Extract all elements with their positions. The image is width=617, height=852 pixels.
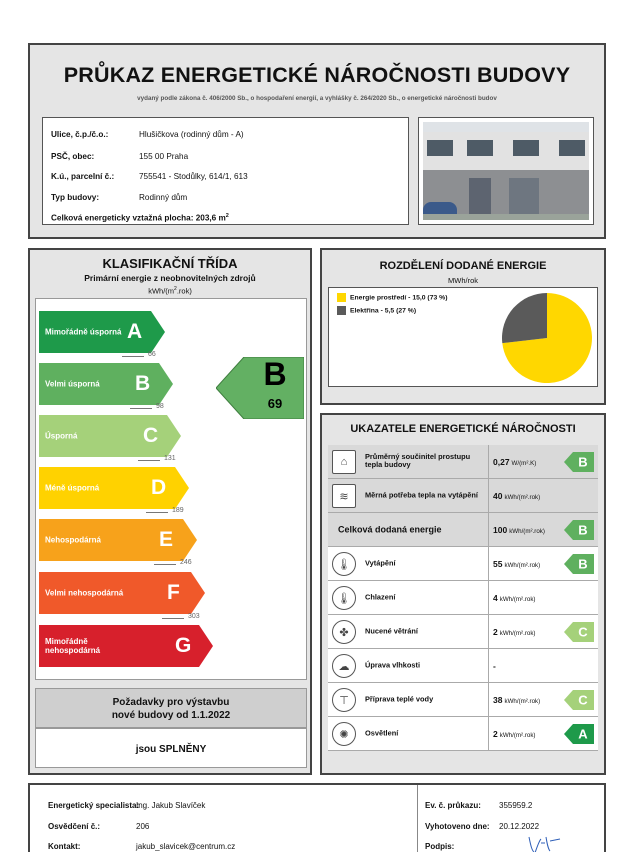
indicators-panel [320,413,606,775]
threshold-label: 189 [172,507,184,514]
result-class-value: 69 [267,396,283,411]
pie-chart [501,292,593,384]
legend-item-environment: Energie prostředí - 15,0 (73 %) [337,293,447,302]
info-row-cadastre: K.ú., parcelní č.: 755541 - Stodůlky, 614/1, 613 [51,172,248,181]
energy-split-unit: MWh/rok [448,276,478,285]
header-panel [28,43,606,239]
energy-split-title: ROZDĚLENÍ DODANÉ ENERGIE [379,260,547,272]
indicator-row: 🌡 Vytápění 55 kWh/(m².rok) B [328,547,598,581]
requirements-status: jsou SPLNĚNY [35,728,307,768]
classification-panel [28,248,312,775]
threshold-label: 66 [148,351,156,358]
energy-split-chart [328,287,598,387]
indicator-row: ⊤ Příprava teplé vody 38 kWh/(m².rok) C [328,683,598,717]
bulb-icon: ✺ [332,722,356,746]
tap-icon: ⊤ [332,688,356,712]
house-icon: ⌂ [332,450,356,474]
indicator-class-letter: B [578,556,588,571]
indicator-row: ✺ Osvětlení 2 kWh/(m².rok) A [328,717,598,751]
thermometer-plus-icon: 🌡 [332,552,356,576]
energy-class-b: Velmi úsporná B [39,363,173,405]
energy-class-c: Úsporná C [39,415,181,457]
indicator-class-letter: B [578,454,588,469]
footer-record-number: Ev. č. průkazu: 355959.2 [425,801,533,810]
indicator-class-letter: C [578,692,588,707]
threshold-label: 131 [164,455,176,462]
indicator-row: ⌂ Průměrný součinitel prostupu tepla budovy 0,27 W/(m².K) B [328,445,598,479]
info-row-address: Ulice, č.p./č.o.: Hlušičkova (rodinný dům - A) [51,130,244,139]
indicator-class-letter: A [578,726,588,741]
requirements-box [35,688,307,770]
energy-split-panel [320,248,606,405]
pie-slice-1 [502,293,547,343]
fan-icon: ✤ [332,620,356,644]
energy-class-e: Nehospodárná E [39,519,197,561]
info-row-postcode: PSČ, obec: 155 00 Praha [51,152,189,161]
indicators-title: UKAZATELE ENERGETICKÉ NÁROČNOSTI [350,423,576,435]
signature [526,833,566,852]
document-title: PRŮKAZ ENERGETICKÉ NÁROČNOSTI BUDOVY [63,63,571,87]
document-subtitle: vydaný podle zákona č. 406/2000 Sb., o hospodaření energií, a vyhlášky č. 264/2020 Sb., o energetické náročnosti budov [137,95,497,102]
threshold-label: 303 [188,613,200,620]
building-photo-image [423,122,589,220]
threshold-label: 98 [156,403,164,410]
building-photo [418,117,594,225]
footer-panel [28,783,606,852]
heat-wave-icon: ≋ [332,484,356,508]
indicator-row: 🌡 Chlazení 4 kWh/(m².rok) [328,581,598,615]
indicator-row: ✤ Nucené větrání 2 kWh/(m².rok) C [328,615,598,649]
indicator-row: Celková dodaná energie 100 kWh/(m².rok) B [328,513,598,547]
indicator-row: ≋ Měrná potřeba tepla na vytápění 40 kWh/(m².rok) [328,479,598,513]
footer-certificate: Osvědčení č.: 206 [48,822,150,831]
humidity-icon: ☁ [332,654,356,678]
footer-specialist: Energetický specialista:Ing. Jakub Slavíček [48,801,206,810]
thermometer-minus-icon: 🌡 [332,586,356,610]
energy-class-a: Mimořádně úsporná A [39,311,165,353]
info-row-building-type: Typ budovy: Rodinný dům [51,193,188,202]
classification-subtitle: Primární energie z neobnovitelných zdrojů [84,273,256,283]
threshold-label: 246 [180,559,192,566]
building-info [42,117,409,225]
indicator-class-letter: C [578,624,588,639]
indicator-class-letter: B [578,522,588,537]
energy-class-d: Méně úsporná D [39,467,189,509]
indicator-row: ☁ Úprava vlhkosti - [328,649,598,683]
footer-issue-date: Vyhotoveno dne: 20.12.2022 [425,822,540,831]
info-row-area: Celková energeticky vztažná plocha: 203,6 $m^2$ [51,213,229,223]
energy-class-g: Mimořádně nehospodárná G [39,625,213,667]
footer-contact: Kontakt: jakub_slavicek@centrum.cz [48,842,236,851]
classification-title: KLASIFIKAČNÍ TŘÍDA [102,256,238,271]
energy-class-f: Velmi nehospodárná F [39,572,205,614]
footer-signature-label: Podpis: [425,842,455,851]
legend-item-electricity: Elektřina - 5,5 (27 %) [337,306,416,315]
result-class-letter: B [263,356,287,392]
requirements-heading: Požadavky pro výstavbu nové budovy od 1.1.2022 [35,688,307,728]
classification-unit: kWh/$(m^2.rok)$ [148,286,192,296]
